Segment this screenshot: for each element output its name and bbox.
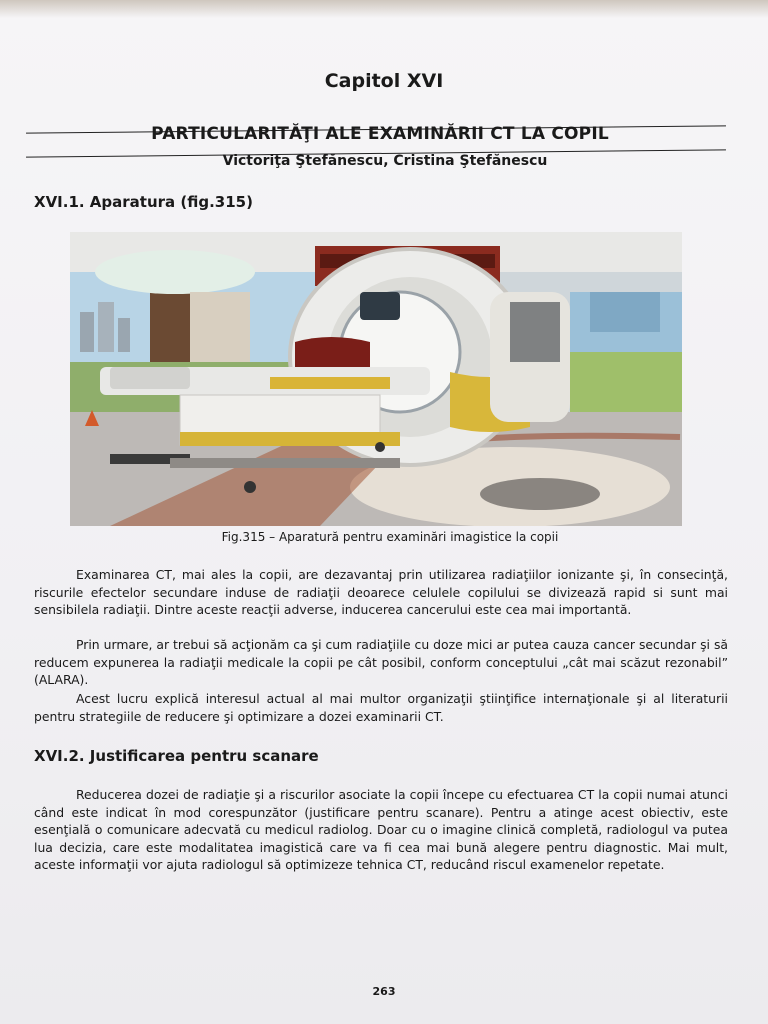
section-heading-justificare: XVI.2. Justificarea pentru scanare (34, 747, 319, 765)
paragraph-1-text: Examinarea CT, mai ales la copii, are dezavantaj prin utilizarea radiaţiilor ionizante şi, în consecinţă, riscurile efectelor secundare induse de radiaţii deoarece celulele copilului se divizează rapid si sunt mai sensibilela radiaţii. Dintre aceste reacţii adverse, inducerea cancerului este cea mai importantă. (34, 567, 728, 617)
figure-caption: Fig.315 – Aparatură pentru examinări imagistice la copii (221, 530, 559, 544)
paragraph-2-text: Prin urmare, ar trebui să acţionăm ca şi cum radiaţiile cu doze mici ar putea cauza cancer secundar şi să reducem expunerea la radiaţii medicale la copii pe cât posibil, conform conceptului „cât mai scăzut rezonabil” (ALARA). (34, 637, 728, 687)
paragraph-1 (34, 566, 728, 619)
paragraph-4-text: Reducerea dozei de radiaţie şi a riscurilor asociate la copii începe cu efectuarea CT la copii numai atunci când este indicat în mod corespunzător (justificare pentru scanare). Pentru a atinge acest obiectiv, este esenţială o comunicare adecvată cu medicul radiolog. Doar cu o imagine clinică completă, radiologul va putea lua decizia, care este modalitatea imagistică care va fi cea mai bună alegere pentru diagnostic. Mai mult, aceste informaţii vor ajuta radiologul să optimizeze tehnica CT, reducând riscul examenelor repetate. (34, 787, 728, 872)
chapter-title: PARTICULARITĂŢI ALE EXAMINĂRII CT LA COPIL (151, 124, 609, 144)
page-number: 263 (372, 985, 396, 998)
page-top-shadow (0, 0, 768, 18)
paragraph-3-text: Acest lucru explică interesul actual al mai multor organizaţii ştiinţifice internaţionale şi al literaturii pentru strategiile de reducere şi optimizare a dozei examinarii CT. (34, 691, 728, 724)
authors: Victoriţa Ştefănescu, Cristina Ştefănescu (222, 153, 548, 169)
paragraph-2 (34, 636, 728, 689)
paragraph-3 (34, 690, 728, 725)
section-heading-aparatura: XVI.1. Aparatura (fig.315) (34, 193, 253, 211)
chapter-heading: Capitol XVI (324, 70, 444, 92)
paragraph-4 (34, 786, 728, 874)
ct-scanner-illustration (70, 232, 682, 526)
ct-scanner-photo (70, 232, 682, 526)
